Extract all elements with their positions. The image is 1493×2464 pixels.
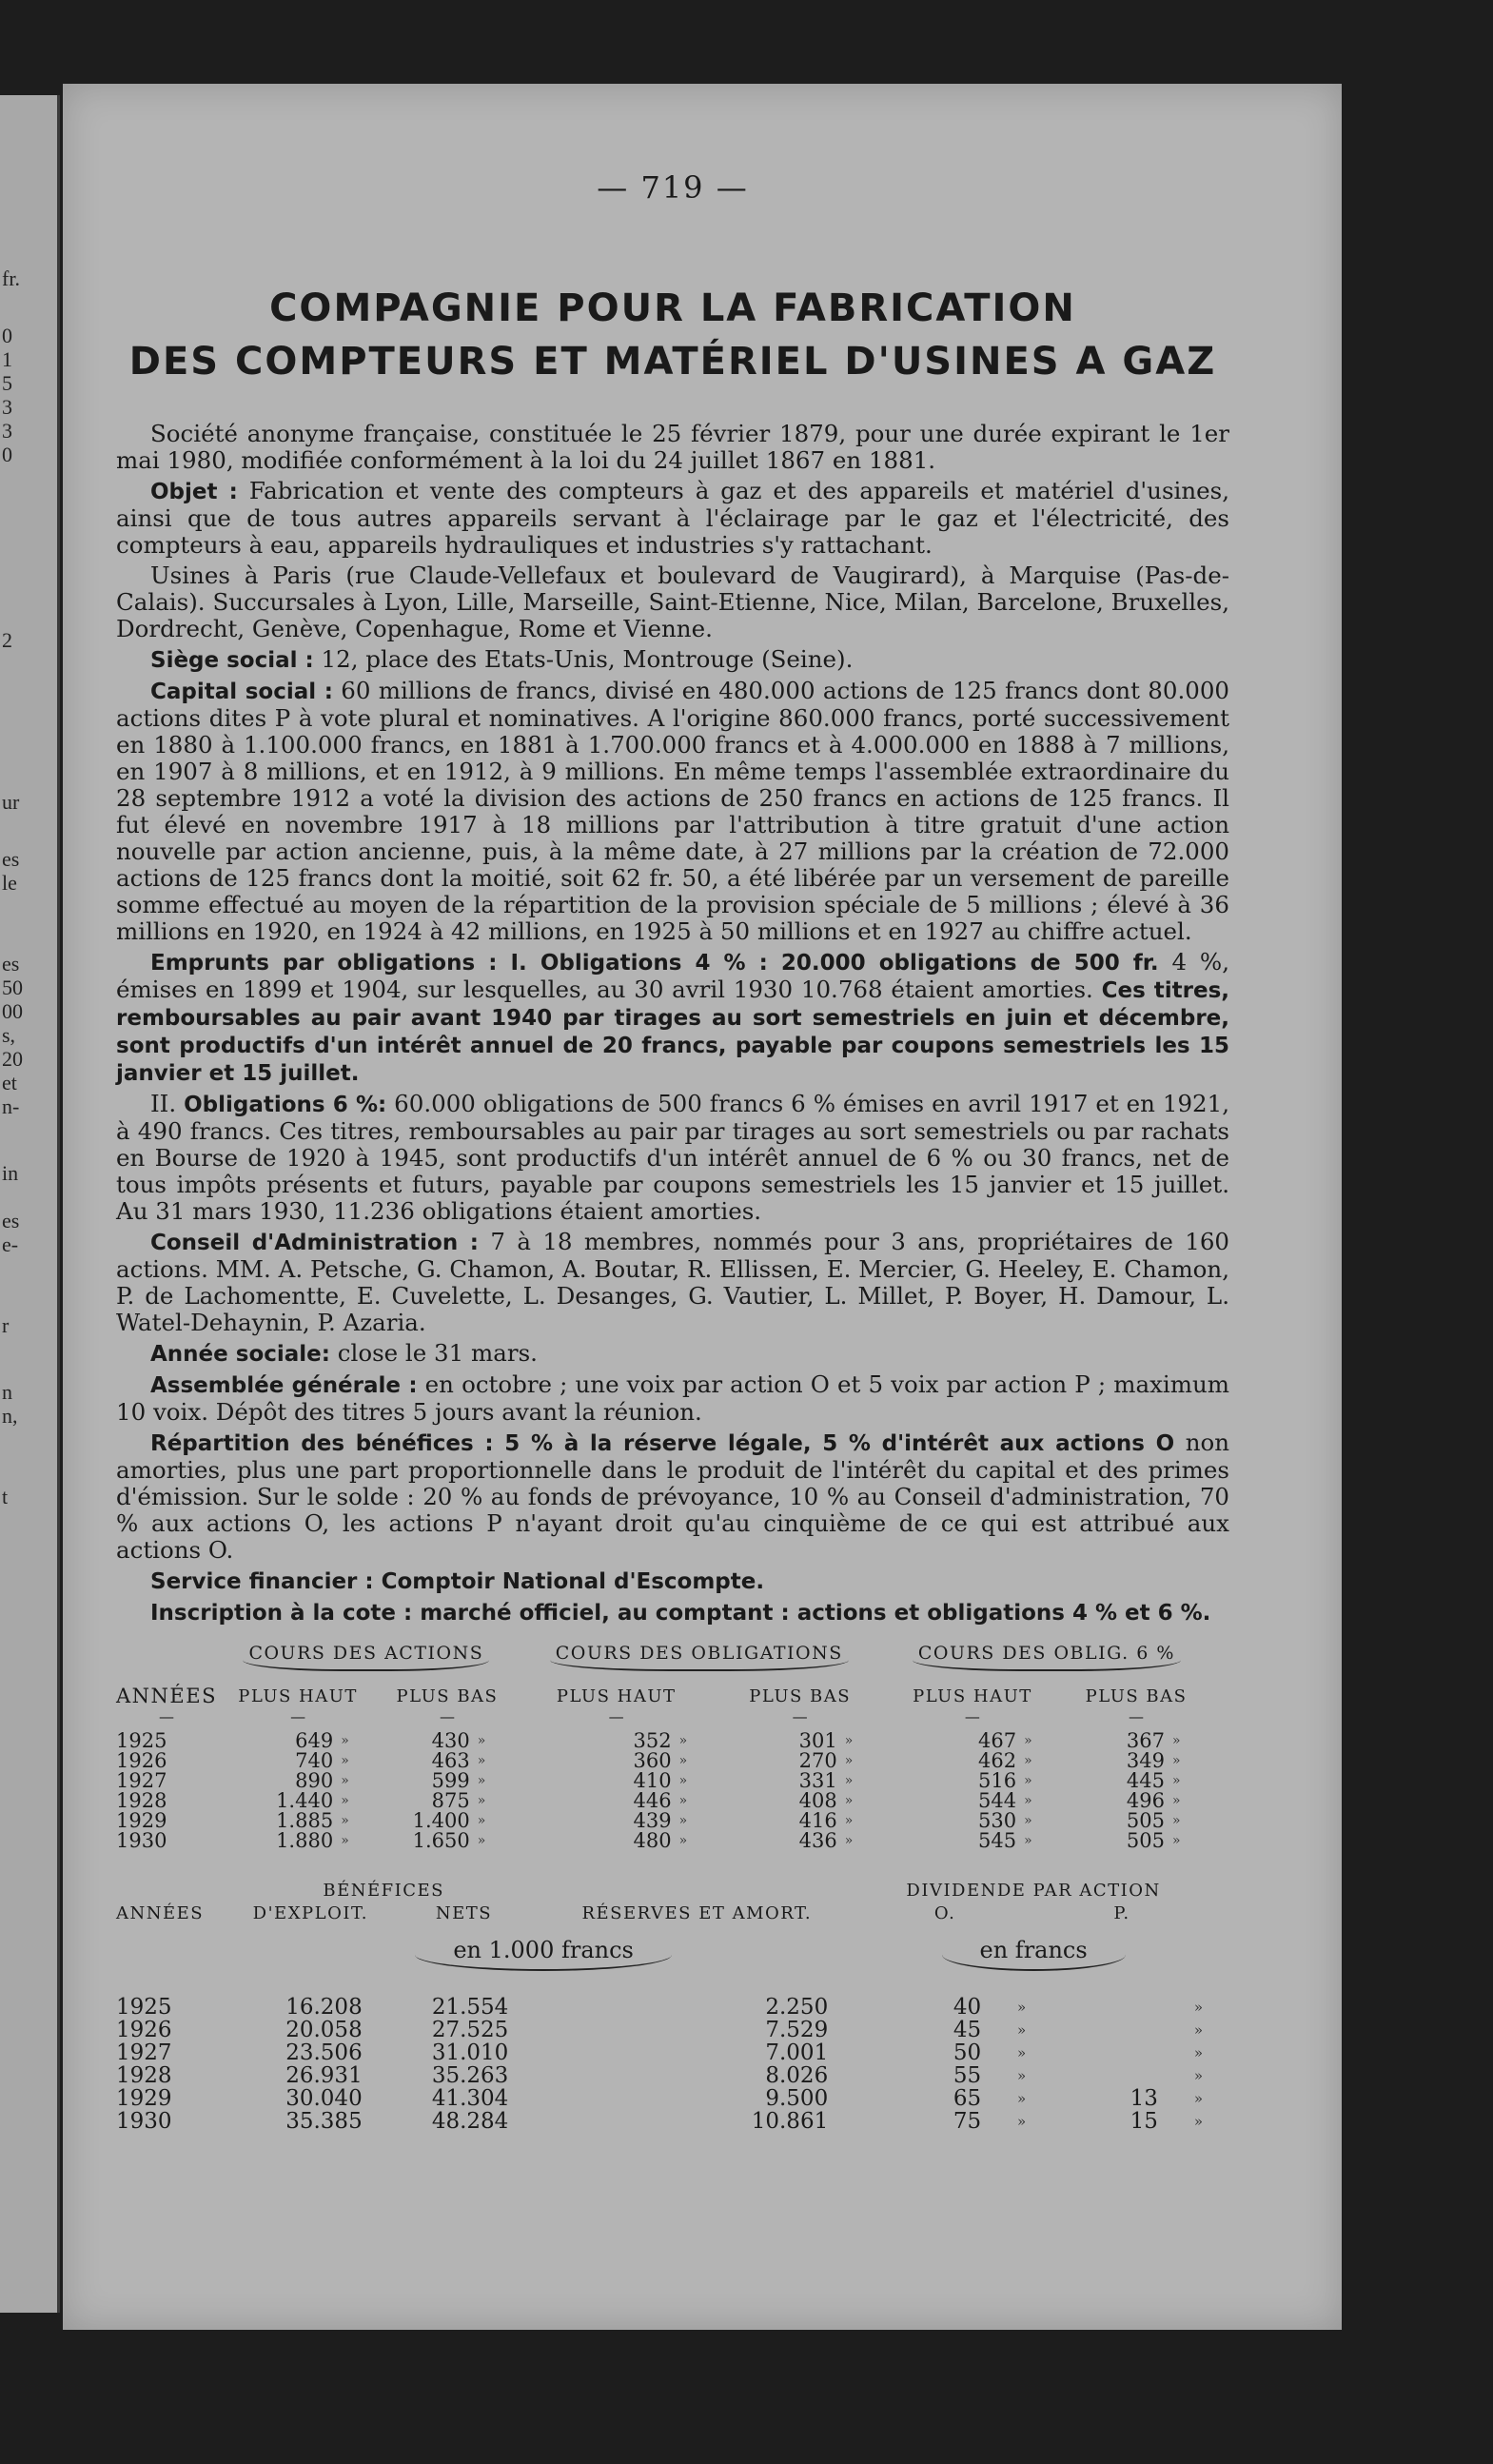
cell-nets: 35.263 xyxy=(431,2063,509,2088)
conseil-paragraph xyxy=(116,1229,1229,1336)
obligations-6-paragraph xyxy=(116,1091,1229,1225)
row-year: 1928 xyxy=(116,1789,167,1812)
table-row: 1925 649 » 430 » 352 » 301 » 467 » 367 » xyxy=(116,1729,1181,1752)
cell-value: 352 xyxy=(633,1729,672,1752)
cell-dividende-o: 40 xyxy=(953,1995,982,2020)
cell-nets: 27.525 xyxy=(431,2018,509,2042)
cell-value: 875 xyxy=(431,1789,470,1812)
cell-value: 516 xyxy=(978,1769,1017,1792)
col-sub-3: PLUS BAS xyxy=(749,1686,852,1706)
row-year: 1927 xyxy=(116,2040,172,2065)
col-sub-1: PLUS BAS xyxy=(396,1686,499,1706)
left-page-fragment: e- xyxy=(2,1232,19,1256)
cell-dividende-p: 13 xyxy=(1130,2086,1158,2111)
obligations-6-text: 60.000 obligations de 500 francs 6 % émises en avril 1917 et en 1921, à 490 francs. Ces titres, remboursables au pair par tirages au sort semestriels ou par rachats en Bourse de 1920 à 1945, sont productifs d'un intérêt annuel de 6 % ou 30 francs, net de tous impôts présents et futurs, payable par coupons semestriels les 15 janvier et 15 juillet. Au 31 mars 1930, 11.236 obligations étaient amorties. xyxy=(116,1090,1230,1225)
emprunts-paragraph xyxy=(116,949,1229,1087)
cell-value: 360 xyxy=(633,1749,672,1772)
repartition-text: non amorties, plus une part proportionnelle dans le produit de l'intérêt du capital et des primes d'émission. Sur le solde : 20 % au fonds de prévoyance, 10 % au Conseil d'administration, 70 % aux actions O, les actions P n'ayant droit qu'au cinquième de ce qui est attribué aux actions O. xyxy=(116,1429,1230,1564)
cell-dividende-p xyxy=(1033,2019,1187,2041)
cell-dividende-o: 55 xyxy=(953,2063,982,2088)
cell-dividende-o: 50 xyxy=(953,2040,982,2065)
cell-value: 331 xyxy=(798,1769,837,1792)
left-page-fragment: 00 xyxy=(2,999,23,1023)
cell-value: 505 xyxy=(1126,1809,1165,1832)
left-page-fragment: 3 xyxy=(2,395,12,419)
cell-exploit: 23.506 xyxy=(285,2040,363,2065)
left-page-edge xyxy=(0,95,60,2313)
left-page-fragment: 20 xyxy=(2,1047,23,1071)
cell-value: 408 xyxy=(798,1789,837,1812)
left-page-fragment: n, xyxy=(2,1404,18,1428)
cell-exploit: 30.040 xyxy=(285,2086,363,2111)
col-annees-2: ANNÉES xyxy=(116,1903,205,1923)
cell-value: 367 xyxy=(1126,1729,1165,1752)
assemblee-text: en octobre ; une voix par action O et 5 voix par action P ; maximum 10 voix. Dépôt des titres 5 jours avant la réunion. xyxy=(116,1370,1229,1426)
row-year: 1930 xyxy=(116,2109,172,2134)
cell-value: 410 xyxy=(633,1769,672,1792)
cell-nets: 21.554 xyxy=(431,1995,509,2020)
cell-value: 467 xyxy=(978,1729,1017,1752)
cell-dividende-p xyxy=(1033,2064,1187,2087)
obligations-6-label: Obligations 6 %: xyxy=(184,1093,387,1117)
cell-dividende-o: 65 xyxy=(953,2086,982,2111)
capital-label: Capital social : xyxy=(150,680,333,704)
left-page-fragment: 5 xyxy=(2,371,12,395)
inscription-paragraph xyxy=(116,1599,1229,1626)
siege-paragraph xyxy=(116,646,1229,674)
conseil-label: Conseil d'Administration : xyxy=(150,1231,479,1255)
cell-value: 480 xyxy=(633,1829,672,1852)
col-sub-0: PLUS HAUT xyxy=(238,1686,358,1706)
title-line-2: DES COMPTEURS ET MATÉRIEL D'USINES A GAZ xyxy=(128,340,1217,384)
annee-paragraph xyxy=(116,1340,1229,1368)
group-cours-actions: COURS DES ACTIONS xyxy=(243,1644,489,1671)
obligations-6-prefix: II. xyxy=(150,1090,177,1117)
left-page-fragment: n xyxy=(2,1380,12,1404)
annee-text: close le 31 mars. xyxy=(337,1339,538,1367)
row-year: 1929 xyxy=(116,2086,172,2111)
col-sub-2: PLUS HAUT xyxy=(556,1686,677,1706)
cell-value: 890 xyxy=(295,1769,334,1792)
col-benefices: BÉNÉFICES xyxy=(323,1881,444,1901)
left-page-fragment: n- xyxy=(2,1094,20,1118)
table-row: 1929 1.885 » 1.400 » 439 » 416 » 530 » 505 » xyxy=(116,1809,1181,1832)
cell-value: 1.880 xyxy=(276,1829,334,1852)
table-row: 1926 740 » 463 » 360 » 270 » 462 » 349 » xyxy=(116,1749,1181,1772)
table-row: 1925 16.208 21.554 2.250 40 » » xyxy=(116,1995,1204,2020)
cell-exploit: 20.058 xyxy=(285,2018,363,2042)
page-content xyxy=(116,169,1229,2133)
cell-value: 649 xyxy=(295,1729,334,1752)
col-dividende: DIVIDENDE PAR ACTION xyxy=(906,1881,1161,1901)
unit-left: en 1.000 francs xyxy=(415,1939,672,1971)
cell-reserves: 10.861 xyxy=(751,2109,829,2134)
cell-value: 270 xyxy=(798,1749,837,1772)
left-page-fragment: 0 xyxy=(2,324,12,347)
group-cours-oblig-6: COURS DES OBLIG. 6 % xyxy=(913,1644,1181,1671)
left-page-fragment: es xyxy=(2,1209,20,1232)
cell-value: 446 xyxy=(633,1789,672,1812)
row-year: 1926 xyxy=(116,2018,172,2042)
cell-dividende-p xyxy=(1033,2041,1187,2064)
cell-value: 740 xyxy=(295,1749,334,1772)
cell-value: 349 xyxy=(1126,1749,1165,1772)
cell-dividende-o: 75 xyxy=(953,2109,982,2134)
left-page-fragment: 2 xyxy=(2,628,12,652)
assemblee-label: Assemblée générale : xyxy=(150,1373,418,1398)
col-reserves: RÉSERVES ET AMORT. xyxy=(581,1903,813,1923)
cell-value: 1.440 xyxy=(276,1789,334,1812)
left-page-fragment: es xyxy=(2,847,20,871)
cell-value: 463 xyxy=(431,1749,470,1772)
group-cours-obligations: COURS DES OBLIGATIONS xyxy=(550,1644,849,1671)
cell-dividende-o: 45 xyxy=(953,2018,982,2042)
cell-value: 436 xyxy=(798,1829,837,1852)
left-page-fragment: r xyxy=(2,1313,10,1337)
service-paragraph xyxy=(116,1567,1229,1595)
capital-text: 60 millions de francs, divisé en 480.000 actions de 125 francs dont 80.000 actions dites P à vote plural et nominatives. A l'origine 860.000 francs, porté successivement en 1880 à 1.100.000 francs, en 1881 à 1.700.000 francs et à 4.000.000 en 1888 à 7 millions, en 1907 à 8 millions, et en 1912, à 9 millions. En même temps l'assemblée extraordinaire du 28 septembre 1912 a voté la division des actions de 250 francs en actions de 125 francs. Il fut élevé en novembre 1917 à 18 millions par l'attribution à titre gratuit d'une action nouvelle par action ancienne, puis, à la même date, à 27 millions par la création de 72.000 actions de 125 francs dont la moitié, soit 62 fr. 50, a été libérée par un versement de pareille somme effectué au moyen de la répartition de la provision spéciale de 5 millions ; élevé à 36 millions en 1920, en 1924 à 42 millions, en 1925 à 50 millions et en 1927 au chiffre actuel. xyxy=(116,677,1229,945)
cell-value: 505 xyxy=(1126,1829,1165,1852)
table-row: 1926 20.058 27.525 7.529 45 » » xyxy=(116,2018,1204,2042)
cell-dividende-p xyxy=(1033,1996,1187,2019)
left-page-fragment: ur xyxy=(2,790,20,814)
cell-value: 439 xyxy=(633,1809,672,1832)
left-page-fragment: 3 xyxy=(2,419,12,443)
repartition-paragraph xyxy=(116,1429,1229,1564)
row-year: 1929 xyxy=(116,1809,167,1832)
conseil-text: 7 à 18 membres, nommés pour 3 ans, propriétaires de 160 actions. MM. A. Petsche, G. Chamon, A. Boutar, R. Ellissen, E. Mercier, G. Heeley, E. Chamon, P. de Lachomentte, E. Cuvelette, L. Desanges, G. Vautier, L. Millet, P. Boyer, H. Damour, L. Watel-Dehaynin, P. Azaria. xyxy=(116,1228,1229,1336)
capital-paragraph xyxy=(116,678,1229,945)
col-sub-4: PLUS HAUT xyxy=(913,1686,1032,1706)
cell-reserves: 7.529 xyxy=(765,2018,829,2042)
cell-value: 301 xyxy=(798,1729,837,1752)
table-row: 1927 23.506 31.010 7.001 50 » » xyxy=(116,2040,1204,2065)
emprunts-text-b: Ces titres, remboursables au pair avant 1940 par tirages au sort semestriels en juin et décembre, sont productifs d'un intérêt annuel de 20 francs, payable par coupons semestriels les 15 janvier et 15 juillet. xyxy=(116,978,1229,1086)
assemblee-paragraph xyxy=(116,1371,1229,1426)
table-row: 1928 26.931 35.263 8.026 55 » » xyxy=(116,2063,1204,2088)
left-page-fragment: le xyxy=(2,871,17,895)
cell-reserves: 7.001 xyxy=(765,2040,829,2065)
row-year: 1925 xyxy=(116,1995,172,2020)
cell-value: 1.885 xyxy=(276,1809,334,1832)
document-page xyxy=(63,84,1342,2330)
left-page-fragment: 1 xyxy=(2,347,12,371)
row-year: 1927 xyxy=(116,1769,167,1792)
left-page-fragment: in xyxy=(2,1161,19,1185)
left-page-fragment: fr. xyxy=(2,266,20,290)
cell-exploit: 35.385 xyxy=(285,2109,363,2134)
title-line-1: COMPAGNIE POUR LA FABRICATION xyxy=(269,286,1076,330)
cell-reserves: 2.250 xyxy=(765,1995,829,2020)
objet-text: Fabrication et vente des compteurs à gaz et des appareils et matériel d'usines, ainsi que de tous autres appareils servant à l'éclairage par le gaz et l'électricité, des compteurs à eau, appareils hydrauliques et industries s'y rattachant. xyxy=(116,477,1229,559)
siege-text: 12, place des Etats-Unis, Montrouge (Seine). xyxy=(321,645,854,673)
cell-value: 1.650 xyxy=(412,1829,470,1852)
col-sub-5: PLUS BAS xyxy=(1085,1686,1188,1706)
intro-paragraph: Société anonyme française, constituée le 25 février 1879, pour une durée expirant le 1er mai 1980, modifiée conformément à la loi du 24 juillet 1867 en 1881. xyxy=(116,420,1229,474)
left-page-fragment: t xyxy=(2,1485,9,1508)
cell-value: 430 xyxy=(431,1729,470,1752)
repartition-label: Répartition des bénéfices : 5 % à la réserve légale, 5 % d'intérêt aux actions O xyxy=(150,1431,1175,1456)
left-page-fragment: et xyxy=(2,1071,17,1094)
cours-table: COURS DES ACTIONS COURS DES OBLIGATIONS COURS DES OBLIG. 6 % ANNÉES PLUS HAUT PLUS BAS PLUS HAUT PLUS BAS PLUS HAUT PLUS BAS — — — — — — — 1925 649 » 430 » 352 » 301 » 467 » 367 » 1926 740 » 463 » 360 » 270 » 462 » 349 » 1927 890 » 599 » 410 » 331 » 516 » 445 » 1928 1.440 » 875 » 446 » 408 » 544 » 496 » 1929 1.885 » 1.400 » 439 » 416 » 530 » 505 » 1930 1.880 » 1.650 » 480 » 436 » 545 » 505 » xyxy=(116,1644,1210,1851)
emprunts-label: Emprunts par obligations : I. Obligations 4 % : 20.000 obligations de 500 fr. xyxy=(150,951,1159,976)
left-page-fragment: es xyxy=(2,952,20,976)
page-number: — 719 — xyxy=(597,169,749,206)
table-row: 1929 30.040 41.304 9.500 65 » 13 » xyxy=(116,2086,1204,2111)
cell-value: 1.400 xyxy=(412,1809,470,1832)
usines-paragraph: Usines à Paris (rue Claude-Vellefaux et boulevard de Vaugirard), à Marquise (Pas-de-Calais). Succursales à Lyon, Lille, Marseille, Saint-Etienne, Nice, Milan, Barcelone, Bruxelles, Dordrecht, Genève, Copenhague, Rome et Vienne. xyxy=(116,562,1229,642)
table-row: 1927 890 » 599 » 410 » 331 » 516 » 445 » xyxy=(116,1769,1181,1792)
cell-reserves: 9.500 xyxy=(765,2086,829,2111)
table-row: 1930 1.880 » 1.650 » 480 » 436 » 545 » 505 » xyxy=(116,1829,1181,1852)
cell-value: 599 xyxy=(431,1769,470,1792)
row-year: 1926 xyxy=(116,1749,167,1772)
siege-label: Siège social : xyxy=(150,648,314,673)
service-label: Service financier : Comptoir National d'Escompte. xyxy=(150,1569,765,1594)
emprunts-text: 4 %, émises en 1899 et 1904, sur lesquelles, au 30 avril 1930 10.768 étaient amorties. xyxy=(116,948,1229,1003)
objet-paragraph xyxy=(116,478,1229,559)
cell-value: 416 xyxy=(798,1809,837,1832)
cell-reserves: 8.026 xyxy=(765,2063,829,2088)
col-o: O. xyxy=(933,1903,956,1923)
objet-label: Objet : xyxy=(150,480,238,504)
cell-value: 530 xyxy=(978,1809,1017,1832)
cell-value: 462 xyxy=(978,1749,1017,1772)
cell-nets: 31.010 xyxy=(431,2040,509,2065)
col-p: P. xyxy=(1113,1903,1130,1923)
cell-value: 544 xyxy=(978,1789,1017,1812)
row-year: 1928 xyxy=(116,2063,172,2088)
col-nets: NETS xyxy=(435,1903,493,1923)
table-row: 1928 1.440 » 875 » 446 » 408 » 544 » 496 » xyxy=(116,1789,1181,1812)
left-page-fragment: 0 xyxy=(2,443,12,466)
left-page-fragment: 50 xyxy=(2,976,23,999)
cell-value: 545 xyxy=(978,1829,1017,1852)
col-exploit: D'EXPLOIT. xyxy=(252,1903,369,1923)
annee-label: Année sociale: xyxy=(150,1342,330,1367)
cell-exploit: 16.208 xyxy=(285,1995,363,2020)
cell-value: 445 xyxy=(1126,1769,1165,1792)
benefices-table xyxy=(116,1880,1210,2133)
cell-nets: 41.304 xyxy=(431,2086,509,2111)
cell-dividende-p: 15 xyxy=(1130,2109,1158,2134)
row-year: 1925 xyxy=(116,1729,167,1752)
cell-value: 496 xyxy=(1126,1789,1165,1812)
table-row: 1930 35.385 48.284 10.861 75 » 15 » xyxy=(116,2109,1204,2134)
cell-exploit: 26.931 xyxy=(285,2063,363,2088)
inscription-label: Inscription à la cote : marché officiel, au comptant : actions et obligations 4 % et 6 %. xyxy=(150,1601,1211,1626)
cell-nets: 48.284 xyxy=(431,2109,509,2134)
row-year: 1930 xyxy=(116,1829,167,1852)
col-annees: ANNÉES xyxy=(116,1685,217,1707)
left-page-fragment: s, xyxy=(2,1023,16,1047)
unit-right: en francs xyxy=(942,1939,1126,1971)
